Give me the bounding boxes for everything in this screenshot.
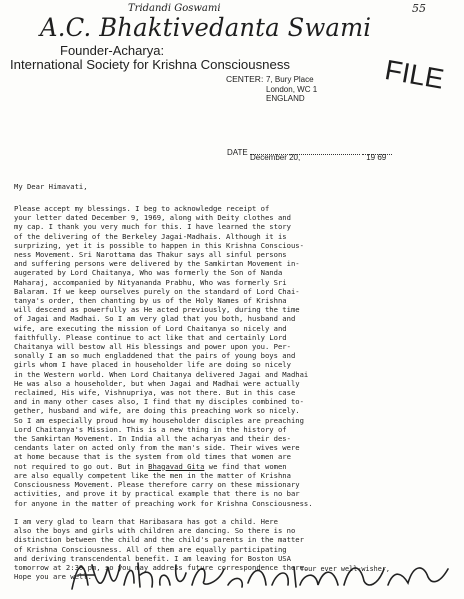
body-line: of the delivering of the Berkeley Jagai-Madhais. Although it is bbox=[14, 231, 287, 241]
body-line: your letter dated December 9, 1969, along with Deity clothes and bbox=[14, 213, 291, 223]
signature bbox=[68, 555, 452, 595]
body-line: my cap. I thank you very much for this. I have learned the story bbox=[14, 222, 291, 232]
body-line: and deriving transcendental benefit. I am leaving for Boston USA bbox=[14, 553, 291, 563]
address-line: London, WC 1 bbox=[266, 84, 318, 94]
date-year: 19 69 bbox=[366, 153, 387, 162]
page-number: 55 bbox=[412, 2, 426, 15]
body-line: the Samkirtan Movement. In India all the acharyas and their des- bbox=[14, 434, 291, 444]
body-line: wife, are executing the mission of Lord Chaitanya so nicely and bbox=[14, 323, 287, 333]
body-line: also the boys and girls with children are dancing. So there is no bbox=[14, 526, 296, 536]
paragraph-gap bbox=[14, 508, 458, 517]
address-line: ENGLAND bbox=[266, 94, 305, 103]
letterhead-name: A.C. Bhaktivedanta Swami bbox=[40, 13, 372, 42]
body-line: gether, husband and wife, are doing this preaching work so nicely. bbox=[14, 406, 300, 416]
body-line: and suffering persons were delivered by the Samkirtan Movement in- bbox=[14, 259, 300, 269]
center-label: CENTER: bbox=[226, 74, 264, 84]
letterhead-tridandi: Tridandi Goswami bbox=[128, 3, 221, 14]
closing: Your ever well-wisher, bbox=[300, 565, 391, 573]
body-line: are also equally competent like the men in the matter of Krishna bbox=[14, 470, 291, 480]
body-line: faithfully. Please continue to act like that and certainly Lord bbox=[14, 332, 287, 342]
date-line bbox=[227, 148, 392, 162]
body-line: activities, and prove it by practical example that there is no bar bbox=[14, 489, 300, 499]
file-stamp: FILE bbox=[382, 54, 447, 95]
body-line: not required to go out. But in Bhagavad Gita we find that women bbox=[14, 461, 287, 471]
body-line: at home because that is the system from old times that women are bbox=[14, 452, 291, 462]
body-line: of Jagai and Madhai. So I am very glad that you both, husband and bbox=[14, 314, 296, 324]
body-line: sonally I am so much engladdened that the pairs of young boys and bbox=[14, 351, 296, 361]
body-line: girls whom I have placed in householder life are doing so nicely bbox=[14, 360, 291, 370]
address-line: 7, Bury Place bbox=[266, 75, 314, 84]
body-line: and in many other cases also, I find that my disciples combined to- bbox=[14, 397, 304, 407]
body-line: distinction between the child and the child's parents in the matter bbox=[14, 535, 304, 545]
body-line: for anyone in the matter of preaching work for Krishna Consciousness. bbox=[14, 498, 313, 508]
date-value: December 20, bbox=[249, 153, 301, 162]
body-line: tomorrow at 2:30 pm, so you may address future correspondence there. bbox=[14, 562, 309, 572]
salutation: My Dear Himavati, bbox=[14, 182, 88, 191]
body-line: Consciousness Movement. Please therefore carry on these missionary bbox=[14, 480, 300, 490]
body-line: of Krishna Consciousness. All of them are equally participating bbox=[14, 544, 287, 554]
body-line: in the Western world. When Lord Chaitanya delivered Jagai and Madhai bbox=[14, 369, 309, 379]
body-line: tanya's order, then chanting by us of the Holy Names of Krishna bbox=[14, 296, 287, 306]
body-line: Lord Chaitanya's Mission. This is a new thing in the history of bbox=[14, 424, 287, 434]
body-line: Balaram. If we keep ourselves purely on the standard of Lord Chai- bbox=[14, 286, 300, 296]
body-line: I am very glad to learn that Haribasara has got a child. Here bbox=[14, 516, 278, 526]
body-line: reclaimed, His wife, Vishnupriya, was not there. But in this case bbox=[14, 388, 296, 398]
body-line: will descend as powerfully as He acted previously, during the time bbox=[14, 305, 300, 315]
body-line: cendants later on acted only from the man's side. Their wives were bbox=[14, 443, 300, 453]
body-line: Hope you are well. bbox=[14, 572, 92, 582]
body-line: He was also a householder, but when Jagai and Madhai were actually bbox=[14, 378, 300, 388]
body-line: surprizing, yet it is possible to happen in this Krishna Conscious- bbox=[14, 240, 304, 250]
body-line: Please accept my blessings. I beg to acknowledge receipt of bbox=[14, 204, 270, 213]
letterhead-founder: Founder-Acharya: bbox=[60, 43, 165, 58]
body-line: augerated by Lord Chaitanya, Who was formerly the Son of Nanda bbox=[14, 268, 283, 278]
body-line: ness Movement. Sri Narottama das Thakur says all sinful persons bbox=[14, 250, 287, 260]
body-line: So I am especially proud how my householder disciples are preaching bbox=[14, 415, 304, 425]
letterhead-society: International Society for Krishna Consciousness bbox=[10, 57, 291, 72]
center-address bbox=[226, 75, 317, 104]
body-line: Chaitanya will bestow all His blessings and power upon you. Per- bbox=[14, 342, 291, 352]
body-line: Maharaj, accompanied by Nityananda Prabhu, Who was formerly Sri bbox=[14, 277, 287, 287]
date-label: DATE bbox=[227, 148, 248, 157]
letter-body bbox=[14, 204, 458, 581]
underlined-title: Bhagavad Gita bbox=[148, 461, 205, 471]
